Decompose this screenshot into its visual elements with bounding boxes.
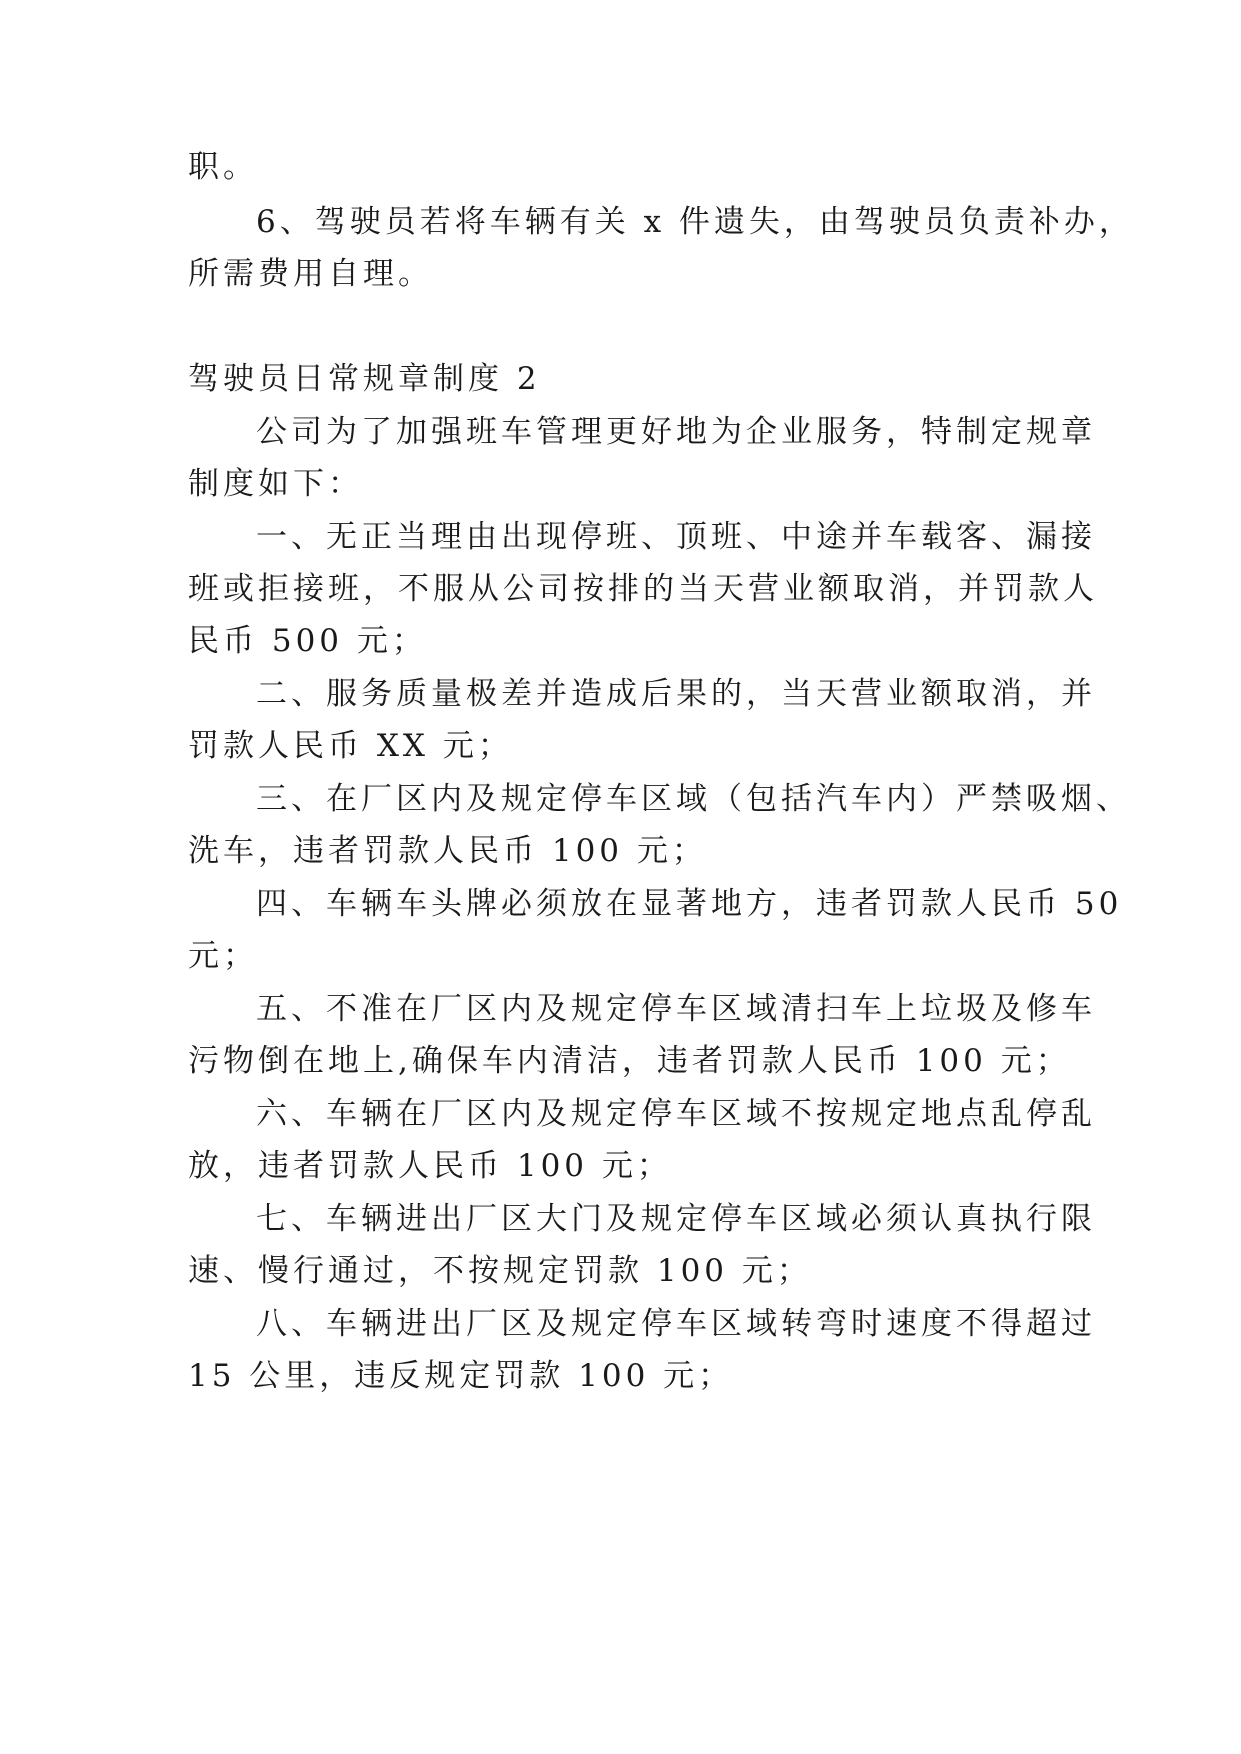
text-line: 民币 500 元；	[188, 623, 427, 659]
text-line: 制度如下：	[188, 466, 363, 502]
text-line: 六、车辆在厂区内及规定停车区域不按规定地点乱停乱	[256, 1096, 1096, 1132]
text-line: 七、车辆进出厂区大门及规定停车区域必须认真执行限	[256, 1201, 1096, 1237]
text-line: 八、车辆进出厂区及规定停车区域转弯时速度不得超过	[256, 1306, 1096, 1342]
text-line: 所需费用自理。	[188, 256, 433, 292]
text-line: 元；	[188, 938, 258, 974]
text-line: 罚款人民币 XX 元；	[188, 728, 513, 764]
text-line: 二、服务质量极差并造成后果的，当天营业额取消，并	[256, 676, 1096, 712]
text-line: 三、在厂区内及规定停车区域（包括汽车内）严禁吸烟、	[256, 781, 1131, 817]
section-heading: 驾驶员日常规章制度 2	[188, 361, 541, 397]
text-line: 6、驾驶员若将车辆有关 x 件遗失，由驾驶员负责补办，	[256, 204, 1134, 240]
text-line: 四、车辆车头牌必须放在显著地方，违者罚款人民币 50	[256, 886, 1123, 922]
text-line: 15 公里，违反规定罚款 100 元；	[188, 1358, 734, 1394]
text-line: 放，违者罚款人民币 100 元；	[188, 1148, 672, 1184]
text-line: 洗车，违者罚款人民币 100 元；	[188, 833, 707, 869]
text-line: 污物倒在地上,确保车内清洁，违者罚款人民币 100 元；	[188, 1043, 1071, 1079]
text-line: 职。	[188, 149, 258, 185]
text-line: 公司为了加强班车管理更好地为企业服务，特制定规章	[256, 414, 1096, 450]
text-line: 五、不准在厂区内及规定停车区域清扫车上垃圾及修车	[256, 991, 1096, 1027]
text-line: 班或拒接班，不服从公司按排的当天营业额取消，并罚款人	[188, 571, 1098, 607]
text-line: 一、无正当理由出现停班、顶班、中途并车载客、漏接	[256, 519, 1096, 555]
text-line: 速、慢行通过，不按规定罚款 100 元；	[188, 1253, 812, 1289]
